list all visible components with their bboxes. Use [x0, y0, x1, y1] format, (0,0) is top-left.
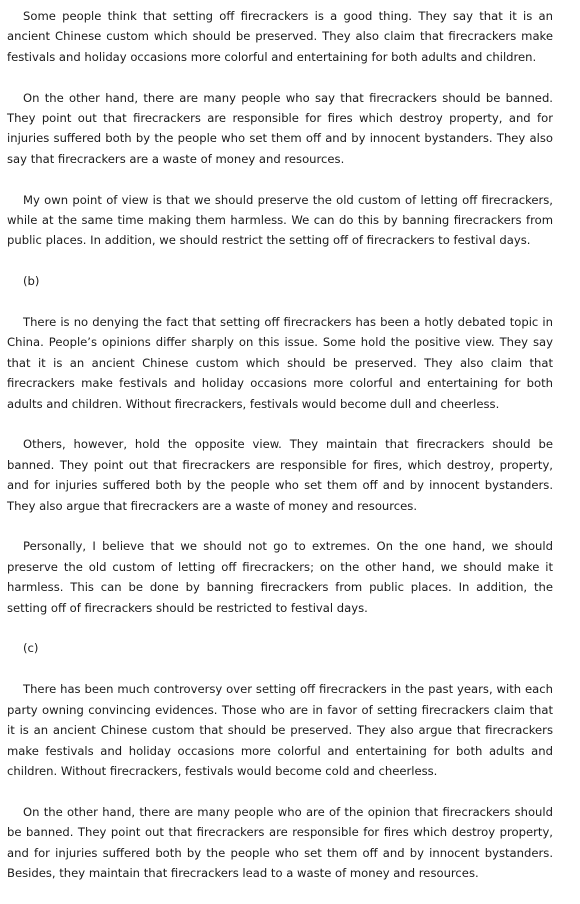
paragraph-4: There is no denying the fact that setting off firecrackers has been a hotly debated topic in China. People’s opinions differ sharply on this issue. Some hold the positive view. They say that it is an ancient Chinese custom which should be preserved. They also claim that firecrackers make festivals and holiday occasions more colorful and entertaining for both adults and children. Without firecrackers, festivals would become dull and cheerless. [7, 315, 553, 411]
paragraph-7: There has been much controversy over setting off firecrackers in the past years, with each party owning convincing evidences. Those who are in favor of setting firecrackers claim that it is an ancient Chinese custom that should be preserved. They also argue that firecrackers make festivals and holiday occasions more colorful and entertaining for both adults and children. Without firecrackers, festivals would become cold and cheerless. [7, 682, 553, 778]
paragraph-8: On the other hand, there are many people who are of the opinion that firecrackers should be banned. They point out that firecrackers are responsible for fires which destroy property, and for injuries suffered both by the people who set them off and by innocent bystanders. Besides, they maintain that firecrackers lead to a waste of money and resources. [7, 804, 553, 880]
document-page [7, 6, 553, 904]
section-label-c: (c) [23, 641, 39, 656]
paragraph-6: Personally, I believe that we should not go to extremes. On the one hand, we should preserve the old custom of letting off firecrackers; on the other hand, we should make it harmless. This can be done by banning firecrackers from public places. In addition, the setting off of firecrackers should be restricted to festival days. [7, 539, 553, 615]
paragraph-2: On the other hand, there are many people who say that firecrackers should be banned. They point out that firecrackers are responsible for fires which destroy property, and for injuries suffered both by the people who set them off and by innocent bystanders. They also say that firecrackers are a waste of money and resources. [7, 90, 553, 166]
paragraph-1: Some people think that setting off firecrackers is a good thing. They say that it is an ancient Chinese custom which should be preserved. They also claim that firecrackers make festivals and holiday occasions more colorful and entertaining for both adults and children. [7, 9, 553, 64]
paragraph-5: Others, however, hold the opposite view. They maintain that firecrackers should be banned. They point out that firecrackers are responsible for fires, which destroy, property, and for injuries suffered both by the people who set them off and by innocent bystanders. They also argue that firecrackers are a waste of money and resources. [7, 437, 553, 513]
section-label-b: (b) [23, 274, 40, 289]
paragraph-3: My own point of view is that we should preserve the old custom of letting off firecrackers, while at the same time making them harmless. We can do this by banning firecrackers from public places. In addition, we should restrict the setting off of firecrackers to festival days. [7, 192, 553, 248]
